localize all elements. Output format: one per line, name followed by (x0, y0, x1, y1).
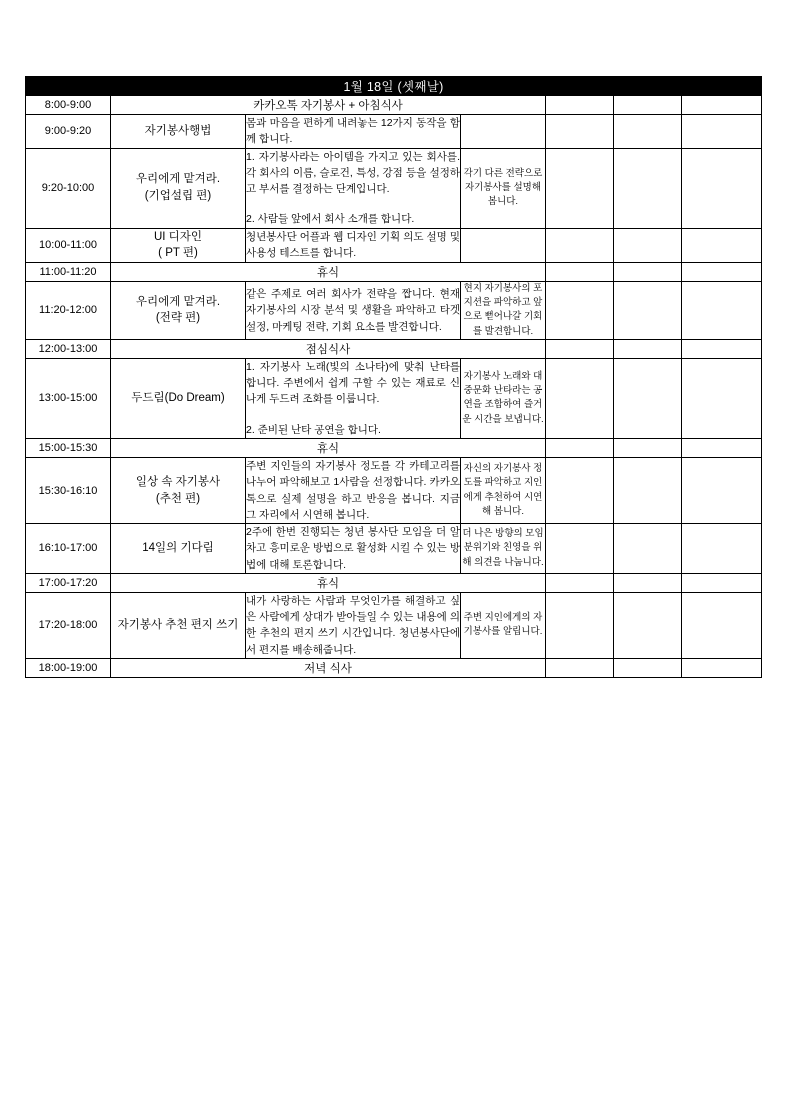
row-topic: 일상 속 자기봉사 (추천 편) (111, 458, 246, 524)
row-full-text: 저녁 식사 (111, 658, 546, 677)
blank-cell-2 (614, 439, 682, 458)
row-full-text: 카카오톡 자기봉사 + 아침식사 (111, 96, 546, 115)
row-time: 15:00-15:30 (26, 439, 111, 458)
row-time: 11:00-11:20 (26, 262, 111, 281)
blank-cell-3 (682, 358, 762, 438)
table-row (26, 358, 762, 438)
row-note: 각기 다른 전략으로 자기봉사를 설명해 봅니다. (461, 148, 546, 228)
blank-cell-3 (682, 592, 762, 658)
row-description: 몸과 마음을 편하게 내려놓는 12가지 동작을 함께 합니다. (246, 115, 461, 149)
schedule-table (25, 76, 762, 678)
table-row (26, 339, 762, 358)
blank-cell-2 (614, 262, 682, 281)
row-topic: 두드림(Do Dream) (111, 358, 246, 438)
row-note: 더 나은 방향의 모임 분위기와 친영을 위해 의견을 나눕니다. (461, 524, 546, 574)
schedule-sheet (25, 76, 761, 678)
table-row (26, 458, 762, 524)
row-note: 주변 지인에게의 자기봉사를 알립니다. (461, 592, 546, 658)
blank-cell-1 (546, 524, 614, 574)
blank-cell-2 (614, 573, 682, 592)
blank-cell-3 (682, 658, 762, 677)
row-full-text: 점심식사 (111, 339, 546, 358)
row-description: 2주에 한번 진행되는 청년 봉사단 모임을 더 알차고 흥미로운 방법으로 활성화 시킬 수 있는 방법에 대해 토론합니다. (246, 524, 461, 574)
row-description: 주변 지인들의 자기봉사 정도를 각 카테고리를 나누어 파악해보고 1사람을 선정합니다. 카카오톡으로 실제 설명을 하고 반응을 봅니다. 지금 그 자리에서 시연해 봅니다. (246, 458, 461, 524)
row-time: 12:00-13:00 (26, 339, 111, 358)
row-topic: 자기봉사행법 (111, 115, 246, 149)
row-note: 현지 자기봉사의 포지션을 파악하고 앞으로 뻗어나갈 기회를 발견합니다. (461, 281, 546, 339)
blank-cell-3 (682, 573, 762, 592)
blank-cell-3 (682, 281, 762, 339)
row-time: 15:30-16:10 (26, 458, 111, 524)
blank-cell-3 (682, 148, 762, 228)
row-description: 내가 사랑하는 사람과 무엇인가를 해결하고 싶은 사람에게 상대가 받아들일 수 있는 내용에 의한 추천의 편지 쓰기 시간입니다. 청년봉사단에서 편지를 배송해줍니다. (246, 592, 461, 658)
row-topic: 자기봉사 추천 편지 쓰기 (111, 592, 246, 658)
blank-cell-1 (546, 228, 614, 262)
row-note (461, 115, 546, 149)
row-time: 17:00-17:20 (26, 573, 111, 592)
blank-cell-1 (546, 96, 614, 115)
blank-cell-2 (614, 96, 682, 115)
row-note (461, 228, 546, 262)
blank-cell-1 (546, 115, 614, 149)
row-topic: 우리에게 맡겨라. (기업설립 편) (111, 148, 246, 228)
row-description: 청년봉사단 어플과 웹 디자인 기획 의도 설명 및 사용성 테스트를 합니다. (246, 228, 461, 262)
row-topic: 14일의 기다림 (111, 524, 246, 574)
blank-cell-3 (682, 339, 762, 358)
blank-cell-1 (546, 358, 614, 438)
blank-cell-1 (546, 573, 614, 592)
blank-cell-3 (682, 458, 762, 524)
row-description: 같은 주제로 여러 회사가 전략을 짭니다. 현재 자기봉사의 시장 분석 및 생활을 파악하고 타겟 설정, 마케팅 전략, 기회 요소를 발견합니다. (246, 281, 461, 339)
row-time: 10:00-11:00 (26, 228, 111, 262)
blank-cell-2 (614, 281, 682, 339)
row-note: 자신의 자기봉사 정도를 파악하고 지인에게 추천하여 시연해 봅니다. (461, 458, 546, 524)
blank-cell-3 (682, 115, 762, 149)
blank-cell-2 (614, 358, 682, 438)
blank-cell-1 (546, 458, 614, 524)
row-time: 17:20-18:00 (26, 592, 111, 658)
table-row (26, 262, 762, 281)
row-time: 9:20-10:00 (26, 148, 111, 228)
table-row (26, 281, 762, 339)
blank-cell-3 (682, 96, 762, 115)
table-title-row (26, 77, 762, 96)
row-description: 1. 자기봉사 노래(빛의 소나타)에 맞춰 난타를 합니다. 주변에서 쉽게 구할 수 있는 재료로 신나게 두드려 조화를 이룹니다. 2. 준비된 난타 공연을 합니다. (246, 358, 461, 438)
row-time: 13:00-15:00 (26, 358, 111, 438)
row-topic: UI 디자인 ( PT 편) (111, 228, 246, 262)
blank-cell-2 (614, 148, 682, 228)
table-row (26, 228, 762, 262)
blank-cell-2 (614, 339, 682, 358)
blank-cell-2 (614, 658, 682, 677)
blank-cell-2 (614, 524, 682, 574)
row-time: 11:20-12:00 (26, 281, 111, 339)
blank-cell-2 (614, 115, 682, 149)
row-full-text: 휴식 (111, 573, 546, 592)
table-row (26, 148, 762, 228)
blank-cell-3 (682, 228, 762, 262)
table-row (26, 439, 762, 458)
blank-cell-3 (682, 524, 762, 574)
row-full-text: 휴식 (111, 262, 546, 281)
table-row (26, 115, 762, 149)
row-time: 8:00-9:00 (26, 96, 111, 115)
table-row (26, 573, 762, 592)
row-description: 1. 자기봉사라는 아이템을 가지고 있는 회사를. 각 회사의 이름, 슬로건, 특성, 강점 등을 설정하고 부서를 결정하는 단계입니다. 2. 사람들 앞에서 회사 소개를 합니다. (246, 148, 461, 228)
blank-cell-1 (546, 439, 614, 458)
row-full-text: 휴식 (111, 439, 546, 458)
row-note: 자기봉사 노래와 대중문화 난타라는 공연을 조합하여 즐거운 시간을 보냅니다. (461, 358, 546, 438)
blank-cell-2 (614, 228, 682, 262)
document-title: 1월 18일 (셋째날) (26, 77, 762, 96)
table-row (26, 658, 762, 677)
blank-cell-1 (546, 262, 614, 281)
blank-cell-1 (546, 281, 614, 339)
table-row (26, 592, 762, 658)
blank-cell-2 (614, 592, 682, 658)
blank-cell-3 (682, 439, 762, 458)
blank-cell-1 (546, 148, 614, 228)
table-row (26, 524, 762, 574)
blank-cell-3 (682, 262, 762, 281)
table-row (26, 96, 762, 115)
row-time: 16:10-17:00 (26, 524, 111, 574)
blank-cell-1 (546, 339, 614, 358)
blank-cell-1 (546, 658, 614, 677)
blank-cell-2 (614, 458, 682, 524)
blank-cell-1 (546, 592, 614, 658)
row-time: 9:00-9:20 (26, 115, 111, 149)
row-topic: 우리에게 맡겨라. (전략 편) (111, 281, 246, 339)
row-time: 18:00-19:00 (26, 658, 111, 677)
